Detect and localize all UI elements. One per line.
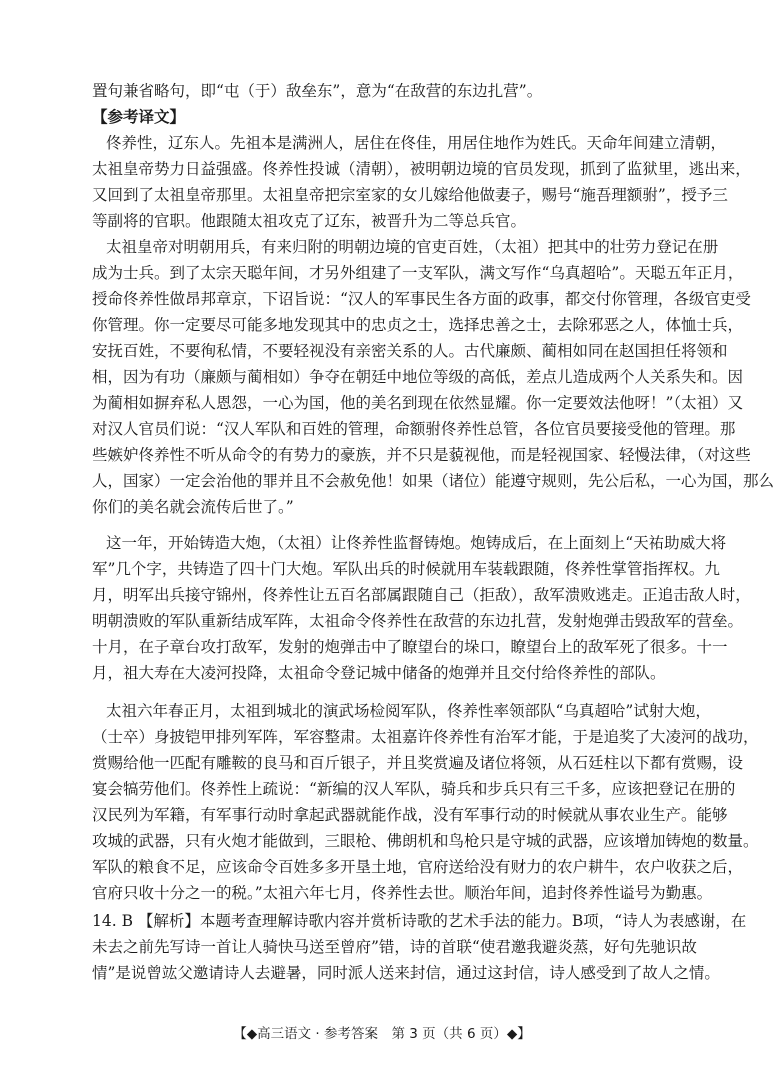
paragraph-line: 军”几个字，共铸造了四十门大炮。军队出兵的时候就用车装载跟随，佟养性掌管指挥权。九 xyxy=(92,560,720,578)
paragraph-line: 太祖皇帝势力日益强盛。佟养性投诚（清朝），被明朝边境的官员发现，抓到了监狱里，逃出来， xyxy=(92,160,751,178)
paragraph-line: 这一年，开始铸造大炮，（太祖）让佟养性监督铸炮。炮铸成后，在上面刻上“天祐助威大将 xyxy=(106,534,727,552)
paragraph-line: 汉民列为军籍，有军事行动时拿起武器就能作战，没有军事行动的时候就从事农业生产。能够 xyxy=(92,806,728,824)
paragraph-line: 你们的美名就会流传后世了。” xyxy=(92,498,294,516)
answer-analysis-line: 14. B 【解析】本题考查理解诗歌内容并赏析诗歌的艺术手法的能力。B项，“诗人为表感谢，在 xyxy=(92,912,747,930)
paragraph-line: 人，国家）一定会治他的罪并且不会赦免他！如果（诸位）能遵守规则，先公后私，一心为国，那么 xyxy=(92,472,774,490)
paragraph-line: 又回到了太祖皇帝那里。太祖皇帝把宗室家的女儿嫁给他做妻子，赐号“施吾理额驸”，授予三 xyxy=(92,186,728,204)
page-footer: 【◆高三语文 · 参考答案 第 3 页（共 6 页）◆】 xyxy=(233,1026,531,1042)
paragraph-line: 安抚百姓，不要徇私情，不要轻视没有亲密关系的人。古代廉颇、蔺相如同在赵国担任将领和 xyxy=(92,342,728,360)
paragraph-line: 成为士兵。到了太宗天聪年间，才另外组建了一支军队，满文写作“乌真超哈”。天聪五年正月， xyxy=(92,264,744,282)
section-heading: 【参考译文】 xyxy=(92,108,186,126)
paragraph-line: 月，祖大寿在大凌河投降，太祖命令登记城中储备的炮弹并且交付给佟养性的部队。 xyxy=(92,664,666,682)
answer-analysis-line: 情”是说曾竑父邀请诗人去避暑，同时派人送来封信，通过这封信，诗人感受到了故人之情。 xyxy=(92,964,720,982)
text-line: 置句兼省略句，即“屯（于）敌垒东”，意为“在敌营的东边扎营”。 xyxy=(92,82,543,100)
paragraph-line: 你管理。你一定要尽可能多地发现其中的忠贞之士，选择忠善之士，去除邪恶之人，体恤士兵， xyxy=(92,316,744,334)
paragraph-line: 十月，在子章台攻打敌军，发射的炮弹击中了瞭望台的垛口，瞭望台上的敌军死了很多。十一 xyxy=(92,638,728,656)
paragraph-line: 授命佟养性做昂邦章京，下诏旨说：“汉人的军事民生各方面的政事，都交付你管理，各级官吏受 xyxy=(92,290,751,308)
paragraph-line: 明朝溃败的军队重新结成军阵，太祖命令佟养性在敌营的东边扎营，发射炮弹击毁敌军的营垒。 xyxy=(92,612,744,630)
paragraph-line: 军队的粮食不足，应该命令百姓多多开垦土地，官府送给没有财力的农户耕牛，农户收获之后， xyxy=(92,858,744,876)
paragraph-line: 月，明军出兵接守锦州，佟养性让五百名部属跟随自己（拒敌），敌军溃败逃走。正追击敌人时， xyxy=(92,586,751,604)
paragraph-line: 官府只收十分之一的税。”太祖六年七月，佟养性去世。顺治年间，追封佟养性谥号为勤惠。 xyxy=(92,884,713,902)
paragraph-line: 赏赐给他一匹配有雕鞍的良马和百斤银子，并且奖赏遍及诸位将领，从石廷柱以下都有赏赐，设 xyxy=(92,754,744,772)
paragraph-line: 些嫉妒佟养性不听从命令的有势力的豪族，并不只是藐视他，而是轻视国家、轻慢法律，（对这些 xyxy=(92,446,751,464)
paragraph-line: 为蔺相如摒弃私人恩怨，一心为国，他的美名到现在依然显耀。你一定要效法他呀！”（太祖）又 xyxy=(92,394,744,412)
paragraph-line: 宴会犒劳他们。佟养性上疏说：“新编的汉人军队，骑兵和步兵只有三千多，应该把登记在册的 xyxy=(92,780,736,798)
paragraph-line: 对汉人官员们说：“汉人军队和百姓的管理，命额驸佟养性总管，各位官员要接受他的管理。那 xyxy=(92,420,736,438)
paragraph-line: 佟养性，辽东人。先祖本是满洲人，居住在佟佳，用居住地作为姓氏。天命年间建立清朝， xyxy=(106,134,727,152)
paragraph-line: 等副将的官职。他跟随太祖攻克了辽东，被晋升为二等总兵官。 xyxy=(92,212,527,230)
paragraph-line: （士卒）身披铠甲排列军阵，军容整肃。太祖嘉许佟养性有治军才能，于是追奖了大凌河的战功， xyxy=(92,728,759,746)
paragraph-line: 太祖皇帝对明朝用兵，有来归附的明朝边境的官吏百姓，（太祖）把其中的壮劳力登记在册 xyxy=(106,238,719,256)
answer-analysis-line: 未去之前先写诗一首让人骑快马送至曾府”错，诗的首联“使君邀我避炎蒸，好句先驰识故 xyxy=(92,938,697,956)
paragraph-line: 攻城的武器，只有火炮才能做到，三眼枪、佛朗机和鸟枪只是守城的武器，应该增加铸炮的数量。 xyxy=(92,832,759,850)
paragraph-line: 太祖六年春正月，太祖到城北的演武场检阅军队，佟养性率领部队“乌真超哈”试射大炮， xyxy=(106,702,711,720)
paragraph-line: 相，因为有功（廉颇与蔺相如）争夺在朝廷中地位等级的高低，差点儿造成两个人关系失和。因 xyxy=(92,368,744,386)
